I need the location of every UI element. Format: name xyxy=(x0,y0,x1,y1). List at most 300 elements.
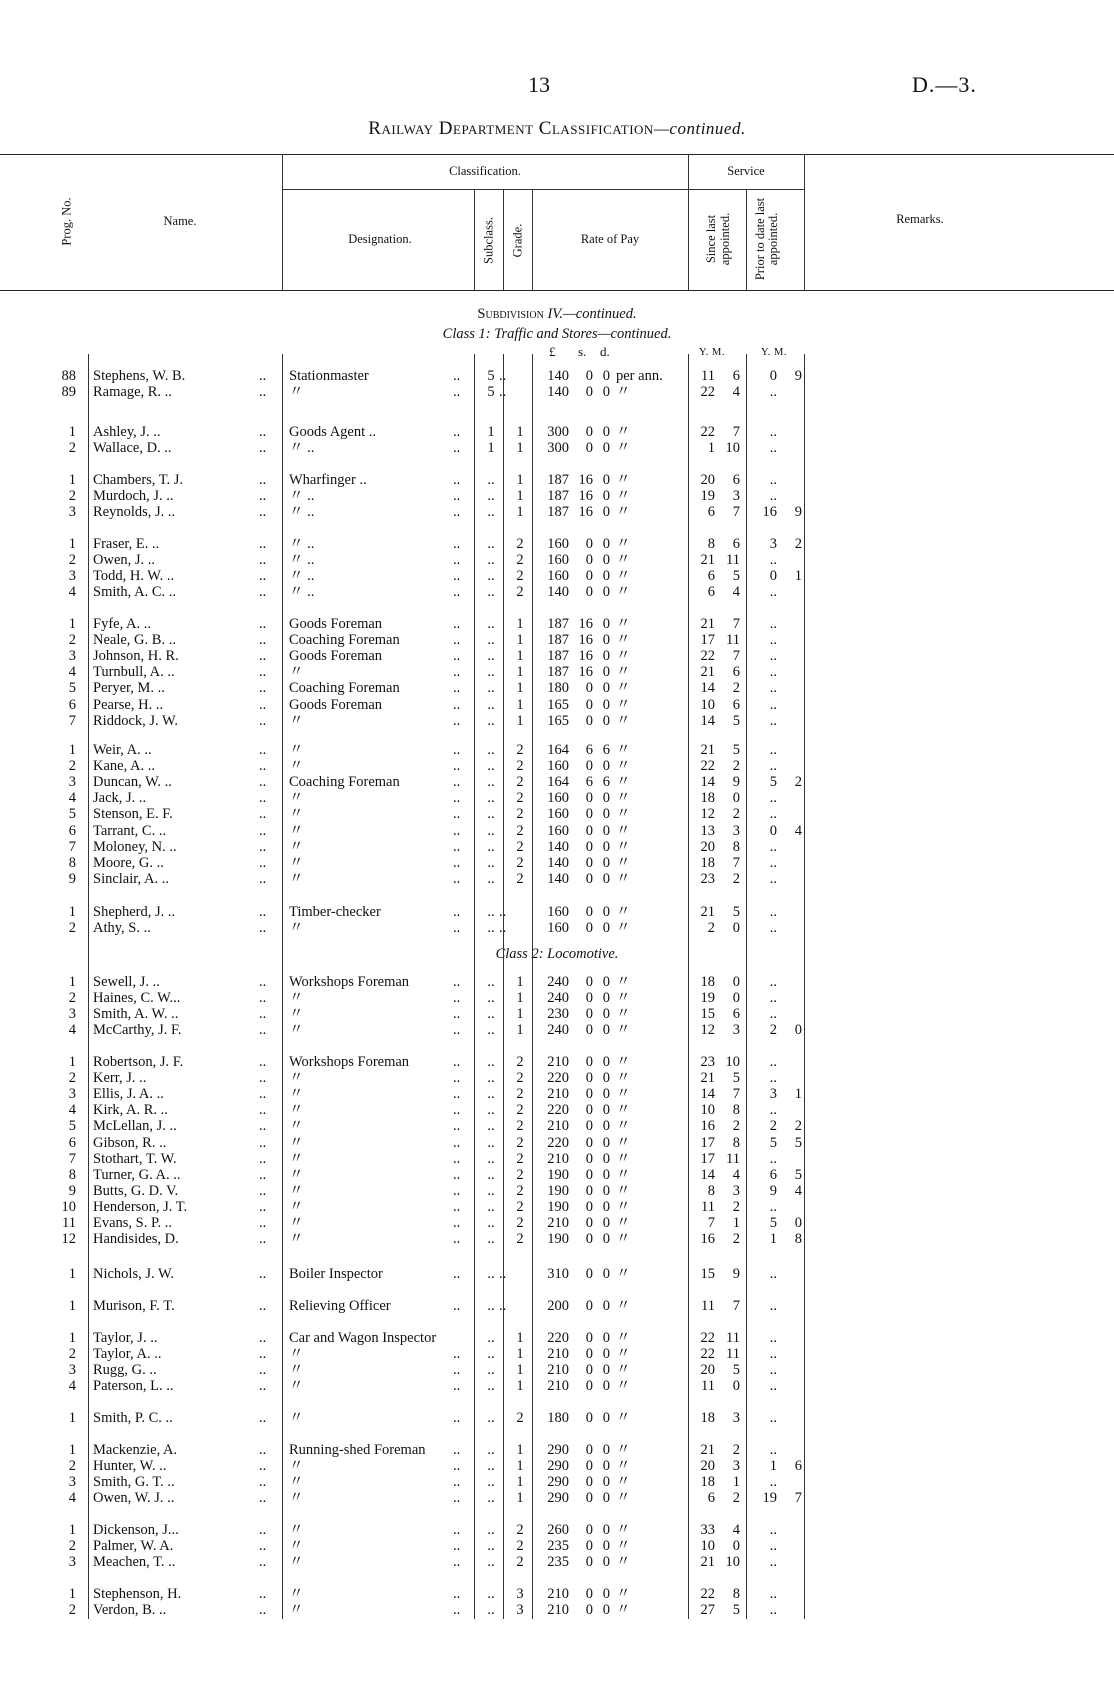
row-name: Jack, J. .. xyxy=(93,790,147,806)
row-pay-period: 〃 xyxy=(616,855,631,871)
row-leader: .. xyxy=(453,504,461,520)
row-pay-pence: 0 xyxy=(602,616,610,632)
row-pay-pounds: 210 xyxy=(547,1586,569,1602)
row-leader: .. xyxy=(259,1346,267,1362)
row-pay-shillings: 0 xyxy=(585,1006,593,1022)
row-leader: .. xyxy=(259,1231,267,1247)
row-since-months: 0 xyxy=(732,990,740,1006)
row-subclass: .. xyxy=(487,1183,495,1199)
row-pay-pounds: 240 xyxy=(547,1022,569,1038)
row-name: Johnson, H. R. xyxy=(93,648,179,664)
row-prog-no: 11 xyxy=(62,1215,76,1231)
row-leader: .. xyxy=(259,920,267,936)
row-leader: .. xyxy=(453,584,461,600)
row-since-years: 11 xyxy=(701,1199,715,1215)
row-leader: .. xyxy=(259,552,267,568)
row-pay-shillings: 0 xyxy=(585,1602,593,1618)
row-since-months: 3 xyxy=(732,1022,740,1038)
row-prior-years: .. xyxy=(769,742,777,758)
row-name: Riddock, J. W. xyxy=(93,713,178,729)
row-leader: .. xyxy=(259,904,267,920)
row-prog-no: 2 xyxy=(68,440,76,456)
row-pay-period: 〃 xyxy=(616,1538,631,1554)
row-designation: Coaching Foreman xyxy=(289,632,400,648)
row-since-years: 16 xyxy=(700,1231,715,1247)
table-row xyxy=(0,1410,1114,1426)
row-since-years: 21 xyxy=(700,1442,715,1458)
row-designation: 〃 xyxy=(289,920,304,936)
row-pay-pounds: 190 xyxy=(547,1167,569,1183)
row-grade: 2 xyxy=(516,568,524,584)
row-prior-years: .. xyxy=(769,1410,777,1426)
row-prog-no: 7 xyxy=(68,713,76,729)
row-leader: .. xyxy=(259,1330,267,1346)
row-prog-no: 89 xyxy=(61,384,76,400)
row-subclass: 5 xyxy=(487,368,495,384)
table-row xyxy=(0,1586,1114,1602)
row-leader: .. xyxy=(453,664,461,680)
row-pay-shillings: 0 xyxy=(585,368,593,384)
table-row xyxy=(0,488,1114,504)
row-designation: Running-shed Foreman xyxy=(289,1442,426,1458)
row-pay-shillings: 0 xyxy=(585,1298,593,1314)
row-prog-no: 2 xyxy=(68,552,76,568)
row-pay-period: 〃 xyxy=(616,536,631,552)
row-pay-pounds: 140 xyxy=(547,855,569,871)
row-since-months: 8 xyxy=(732,839,740,855)
row-pay-pence: 0 xyxy=(602,1474,610,1490)
rule-classification-sub xyxy=(282,189,688,190)
row-name: Rugg, G. .. xyxy=(93,1362,157,1378)
header-prior: Prior to date last appointed. xyxy=(753,197,780,281)
row-pay-pounds: 187 xyxy=(547,472,569,488)
row-pay-period: 〃 xyxy=(616,472,631,488)
row-pay-period: 〃 xyxy=(616,1330,631,1346)
row-subclass: .. xyxy=(487,648,495,664)
row-grade: 1 xyxy=(516,664,524,680)
table-row xyxy=(0,1167,1114,1183)
row-pay-period: 〃 xyxy=(616,1522,631,1538)
table-row xyxy=(0,758,1114,774)
row-pay-period: 〃 xyxy=(616,1490,631,1506)
row-leader: .. xyxy=(453,680,461,696)
row-since-years: 11 xyxy=(701,1298,715,1314)
row-subclass: .. xyxy=(487,1151,495,1167)
row-leader: .. xyxy=(453,1086,461,1102)
row-since-months: 2 xyxy=(732,1490,740,1506)
row-designation: 〃 xyxy=(289,1458,304,1474)
row-pay-pounds: 235 xyxy=(547,1554,569,1570)
row-pay-shillings: 0 xyxy=(585,1183,593,1199)
row-prog-no: 2 xyxy=(68,632,76,648)
row-leader: .. xyxy=(259,1410,267,1426)
row-pay-shillings: 0 xyxy=(585,1231,593,1247)
row-pay-period: 〃 xyxy=(616,584,631,600)
row-pay-pence: 0 xyxy=(602,823,610,839)
row-name: Kane, A. .. xyxy=(93,758,156,774)
row-grade: 1 xyxy=(516,1378,524,1394)
row-designation: 〃 xyxy=(289,1070,304,1086)
row-subclass: .. xyxy=(487,790,495,806)
row-prog-no: 2 xyxy=(68,1602,76,1618)
row-grade: 2 xyxy=(516,1070,524,1086)
row-grade: 1 xyxy=(516,1022,524,1038)
row-designation: 〃 xyxy=(289,855,304,871)
table-row xyxy=(0,1266,1114,1282)
row-prog-no: 1 xyxy=(68,742,76,758)
rule-service-right xyxy=(804,154,805,290)
row-pay-period: 〃 xyxy=(616,713,631,729)
row-since-years: 21 xyxy=(700,616,715,632)
row-since-years: 23 xyxy=(700,871,715,887)
row-pay-shillings: 0 xyxy=(585,1266,593,1282)
row-prior-years: 2 xyxy=(769,1022,777,1038)
row-pay-shillings: 0 xyxy=(585,920,593,936)
row-since-months: 3 xyxy=(732,488,740,504)
row-prior-years: .. xyxy=(769,424,777,440)
row-since-years: 11 xyxy=(701,1378,715,1394)
row-designation: 〃 xyxy=(289,1135,304,1151)
row-prog-no: 1 xyxy=(68,974,76,990)
row-pay-period: 〃 xyxy=(616,920,631,936)
row-since-years: 18 xyxy=(700,1410,715,1426)
table-row xyxy=(0,713,1114,729)
header-since-last: Since last appointed. xyxy=(704,212,732,266)
row-since-months: 0 xyxy=(732,1378,740,1394)
row-pay-shillings: 0 xyxy=(585,758,593,774)
table-row xyxy=(0,1442,1114,1458)
row-since-months: 2 xyxy=(732,1442,740,1458)
row-pay-pence: 0 xyxy=(602,368,610,384)
row-subclass: .. xyxy=(487,871,495,887)
row-grade: 2 xyxy=(516,1102,524,1118)
row-since-years: 19 xyxy=(700,488,715,504)
row-grade: 1 xyxy=(516,616,524,632)
table-row xyxy=(0,920,1114,936)
row-prior-years: .. xyxy=(769,790,777,806)
subdivision-main: Subdivision xyxy=(477,306,544,322)
table-row xyxy=(0,742,1114,758)
row-subclass: .. xyxy=(487,1215,495,1231)
row-grade: 2 xyxy=(516,1199,524,1215)
row-leader: .. xyxy=(259,1378,267,1394)
row-grade: 1 xyxy=(516,680,524,696)
row-name: Nichols, J. W. xyxy=(93,1266,174,1282)
row-name: Athy, S. .. xyxy=(93,920,151,936)
row-pay-shillings: 0 xyxy=(585,424,593,440)
row-pay-pounds: 160 xyxy=(547,920,569,936)
row-pay-period: 〃 xyxy=(616,504,631,520)
row-pay-pence: 0 xyxy=(602,1298,610,1314)
row-grade: 2 xyxy=(516,1135,524,1151)
row-since-years: 20 xyxy=(700,1362,715,1378)
row-pay-pence: 0 xyxy=(602,568,610,584)
rule-prior-left xyxy=(746,189,747,290)
row-leader: .. xyxy=(259,758,267,774)
row-pay-pence: 0 xyxy=(602,990,610,1006)
row-leader: .. xyxy=(453,806,461,822)
row-leader: .. xyxy=(259,839,267,855)
row-grade: 2 xyxy=(516,552,524,568)
row-since-months: 0 xyxy=(732,920,740,936)
row-subclass: .. xyxy=(487,1006,495,1022)
row-pay-period: 〃 xyxy=(616,1586,631,1602)
row-pay-pence: 0 xyxy=(602,1554,610,1570)
row-prog-no: 7 xyxy=(68,839,76,855)
row-leader: .. xyxy=(259,1070,267,1086)
row-pay-pence: 0 xyxy=(602,1054,610,1070)
row-prior-years: .. xyxy=(769,552,777,568)
row-leader: .. xyxy=(453,1458,461,1474)
row-since-months: 2 xyxy=(732,806,740,822)
row-pay-pence: 0 xyxy=(602,384,610,400)
row-pay-pence: 0 xyxy=(602,1602,610,1618)
row-prog-no: 1 xyxy=(68,1298,76,1314)
row-pay-pounds: 220 xyxy=(547,1070,569,1086)
row-pay-pence: 0 xyxy=(602,1102,610,1118)
row-name: Handisides, D. xyxy=(93,1231,179,1247)
row-grade: 1 xyxy=(516,1458,524,1474)
row-grade: 1 xyxy=(516,504,524,520)
row-pay-shillings: 0 xyxy=(585,584,593,600)
row-leader: .. xyxy=(453,384,461,400)
row-leader: .. xyxy=(259,1086,267,1102)
row-leader: .. xyxy=(453,904,461,920)
row-leader: .. xyxy=(259,1102,267,1118)
row-subclass: .. xyxy=(487,774,495,790)
row-since-years: 22 xyxy=(700,758,715,774)
header-subclass: Subclass. xyxy=(481,217,496,264)
row-pay-period: 〃 xyxy=(616,1070,631,1086)
row-since-months: 1 xyxy=(732,1215,740,1231)
row-leader: .. xyxy=(453,1346,461,1362)
row-grade: 1 xyxy=(516,1362,524,1378)
row-since-months: 7 xyxy=(732,504,740,520)
row-prog-no: 2 xyxy=(68,1538,76,1554)
row-leader: .. xyxy=(259,1458,267,1474)
row-pay-shillings: 0 xyxy=(585,1199,593,1215)
row-grade: 2 xyxy=(516,1183,524,1199)
row-leader: .. xyxy=(259,790,267,806)
row-pay-pounds: 160 xyxy=(547,790,569,806)
row-prior-years: 5 xyxy=(769,1215,777,1231)
row-name: Taylor, A. .. xyxy=(93,1346,162,1362)
row-prior-years: 0 xyxy=(769,568,777,584)
row-pay-pounds: 160 xyxy=(547,904,569,920)
row-prior-years: .. xyxy=(769,1054,777,1070)
row-leader: .. xyxy=(259,990,267,1006)
row-name: Evans, S. P. .. xyxy=(93,1215,172,1231)
row-grade: 2 xyxy=(516,1167,524,1183)
row-prior-years: .. xyxy=(769,384,777,400)
row-prior-years: .. xyxy=(769,758,777,774)
rule-grade-left xyxy=(503,189,504,290)
row-grade: 1 xyxy=(516,472,524,488)
row-pay-shillings: 0 xyxy=(585,1378,593,1394)
row-leader: .. xyxy=(453,1199,461,1215)
row-grade: 1 xyxy=(516,648,524,664)
row-pay-pounds: 140 xyxy=(547,839,569,855)
row-prior-years: .. xyxy=(769,584,777,600)
row-grade: 1 xyxy=(516,1442,524,1458)
row-pay-pence: 0 xyxy=(602,1022,610,1038)
row-leader: .. xyxy=(259,424,267,440)
row-pay-period: 〃 xyxy=(616,1151,631,1167)
row-prior-years: .. xyxy=(769,697,777,713)
row-pay-pence: 0 xyxy=(602,1070,610,1086)
row-pay-period: 〃 xyxy=(616,1135,631,1151)
row-leader: .. xyxy=(259,1167,267,1183)
row-since-months: 1 xyxy=(732,1474,740,1490)
row-name: Sewell, J. .. xyxy=(93,974,160,990)
row-leader: .. xyxy=(453,742,461,758)
row-since-months: 4 xyxy=(732,384,740,400)
table-row xyxy=(0,680,1114,696)
row-pay-period: 〃 xyxy=(616,1378,631,1394)
row-prog-no: 3 xyxy=(68,1554,76,1570)
row-prog-no: 4 xyxy=(68,1490,76,1506)
row-grade: 1 xyxy=(516,440,524,456)
row-prior-months: 5 xyxy=(794,1167,802,1183)
row-name: Mackenzie, A. xyxy=(93,1442,178,1458)
row-grade: 2 xyxy=(516,1538,524,1554)
row-leader: .. xyxy=(259,1490,267,1506)
table-row xyxy=(0,424,1114,440)
row-grade: 2 xyxy=(516,1215,524,1231)
row-name: Kirk, A. R. .. xyxy=(93,1102,168,1118)
row-leader: .. xyxy=(499,1298,507,1314)
row-designation: 〃 xyxy=(289,1006,304,1022)
row-name: McLellan, J. .. xyxy=(93,1118,177,1134)
row-since-months: 7 xyxy=(732,855,740,871)
row-subclass: .. xyxy=(487,1231,495,1247)
row-grade: 2 xyxy=(516,1151,524,1167)
row-prior-months: 7 xyxy=(794,1490,802,1506)
table-row xyxy=(0,1118,1114,1134)
row-pay-shillings: 16 xyxy=(578,664,593,680)
row-since-years: 21 xyxy=(700,664,715,680)
row-since-years: 17 xyxy=(700,632,715,648)
row-pay-shillings: 0 xyxy=(585,1522,593,1538)
row-prior-years: .. xyxy=(769,1602,777,1618)
row-subclass: 5 xyxy=(487,384,495,400)
row-since-years: 14 xyxy=(700,713,715,729)
row-leader: .. xyxy=(259,871,267,887)
row-prog-no: 2 xyxy=(68,488,76,504)
row-prog-no: 4 xyxy=(68,584,76,600)
row-since-years: 18 xyxy=(700,790,715,806)
row-since-months: 6 xyxy=(732,664,740,680)
row-pay-period: 〃 xyxy=(616,871,631,887)
row-leader: .. xyxy=(259,1586,267,1602)
row-prior-years: .. xyxy=(769,713,777,729)
row-leader: .. xyxy=(259,1151,267,1167)
row-prior-years: .. xyxy=(769,990,777,1006)
row-prior-years: .. xyxy=(769,648,777,664)
row-since-months: 2 xyxy=(732,1231,740,1247)
row-pay-pence: 0 xyxy=(602,1330,610,1346)
row-prior-years: 2 xyxy=(769,1118,777,1134)
row-pay-shillings: 0 xyxy=(585,1346,593,1362)
row-grade: 1 xyxy=(516,697,524,713)
row-name: Smith, G. T. .. xyxy=(93,1474,175,1490)
row-since-months: 9 xyxy=(732,774,740,790)
header-bottom-rule xyxy=(0,290,1114,291)
row-prog-no: 1 xyxy=(68,424,76,440)
row-pay-shillings: 0 xyxy=(585,1054,593,1070)
row-leader: .. xyxy=(259,680,267,696)
row-leader: .. xyxy=(453,1215,461,1231)
row-designation: 〃 xyxy=(289,1554,304,1570)
row-pay-shillings: 0 xyxy=(585,1330,593,1346)
class2-title: Class 2: Locomotive. xyxy=(495,946,619,962)
row-designation: 〃 xyxy=(289,1199,304,1215)
row-pay-shillings: 0 xyxy=(585,1554,593,1570)
row-prior-years: 0 xyxy=(769,368,777,384)
row-leader: .. xyxy=(453,990,461,1006)
row-pay-pounds: 165 xyxy=(547,713,569,729)
row-since-years: 6 xyxy=(707,584,715,600)
row-since-months: 4 xyxy=(732,584,740,600)
row-subclass: .. xyxy=(487,1118,495,1134)
row-grade: 2 xyxy=(516,871,524,887)
row-name: Turner, G. A. .. xyxy=(93,1167,181,1183)
title-continued: —continued. xyxy=(653,119,746,138)
row-pay-pence: 0 xyxy=(602,1522,610,1538)
table-row xyxy=(0,472,1114,488)
row-leader: .. xyxy=(453,440,461,456)
row-designation: 〃 xyxy=(289,806,304,822)
row-pay-pence: 0 xyxy=(602,1167,610,1183)
row-since-months: 3 xyxy=(732,1183,740,1199)
row-since-years: 20 xyxy=(700,1458,715,1474)
row-pay-shillings: 16 xyxy=(578,632,593,648)
table-row xyxy=(0,1054,1114,1070)
row-since-years: 11 xyxy=(701,368,715,384)
row-leader: .. xyxy=(453,758,461,774)
row-pay-shillings: 0 xyxy=(585,823,593,839)
row-prior-years: .. xyxy=(769,1538,777,1554)
row-designation: 〃 .. xyxy=(289,504,315,520)
row-pay-period: 〃 xyxy=(616,774,631,790)
table-row xyxy=(0,990,1114,1006)
table-row xyxy=(0,1602,1114,1618)
row-subclass: .. xyxy=(487,1586,495,1602)
row-grade: 1 xyxy=(516,1006,524,1022)
row-prior-years: 1 xyxy=(769,1458,777,1474)
row-pay-pence: 0 xyxy=(602,1538,610,1554)
row-since-months: 5 xyxy=(732,1602,740,1618)
row-pay-period: 〃 xyxy=(616,758,631,774)
row-leader: .. xyxy=(259,1006,267,1022)
row-pay-pence: 0 xyxy=(602,680,610,696)
table-row xyxy=(0,974,1114,990)
row-subclass: .. xyxy=(487,758,495,774)
row-pay-pence: 6 xyxy=(602,742,610,758)
row-prior-months: 2 xyxy=(794,1118,802,1134)
row-leader: .. xyxy=(453,920,461,936)
row-prior-years: .. xyxy=(769,839,777,855)
row-leader: .. xyxy=(259,1183,267,1199)
row-designation: Goods Agent .. xyxy=(289,424,376,440)
row-name: Pearse, H. .. xyxy=(93,697,164,713)
row-leader: .. xyxy=(259,1362,267,1378)
row-grade: 2 xyxy=(516,790,524,806)
row-prior-months: 4 xyxy=(794,823,802,839)
row-since-months: 7 xyxy=(732,1086,740,1102)
row-subclass: .. xyxy=(487,1022,495,1038)
row-leader: .. xyxy=(259,1554,267,1570)
